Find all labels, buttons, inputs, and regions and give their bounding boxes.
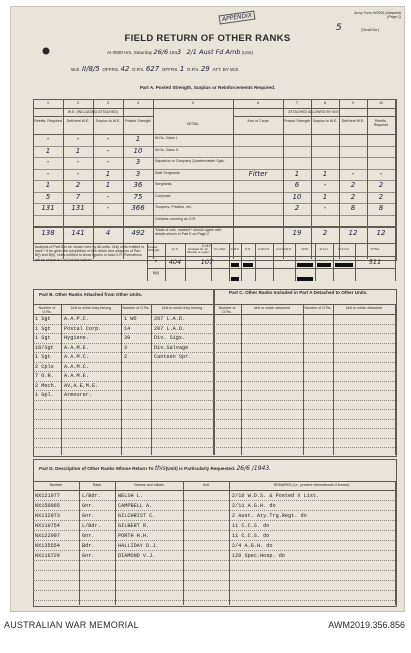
d-row-line [33, 550, 395, 551]
analysis-row-label: B(ii) [152, 271, 160, 275]
part-b-unit2: Div.Salvage [154, 344, 189, 351]
cell-c2: 1 [75, 146, 81, 155]
right-col-header: Arm or Corps [247, 119, 269, 123]
part-d-header: Rank [92, 483, 102, 487]
total-c8: 2 [322, 229, 328, 237]
redacted-cell [317, 263, 331, 267]
part-d-rank: Gnr. [82, 553, 95, 559]
we-line [71, 67, 240, 72]
cell-c4: 10 [133, 146, 143, 155]
bc-row-line [33, 428, 395, 429]
redacted-cell [335, 263, 353, 267]
bc-col-rule [333, 304, 334, 455]
cell-c9: 8 [350, 204, 356, 212]
analysis-row-label: A [154, 259, 158, 263]
bc-col-rule [33, 304, 34, 455]
date-day: 26/6 [153, 48, 169, 56]
att-label: ATT. BY W.E. [212, 67, 240, 72]
d-row-line [33, 540, 395, 541]
unit-label: (Unit) [241, 50, 253, 55]
part-b-count2: 2 [124, 354, 128, 360]
cell-c8: - [323, 204, 327, 212]
left-col-header: Deficient W.E. [66, 119, 90, 123]
total-c7: 19 [292, 229, 302, 237]
part-d-number: NX122007 [35, 533, 60, 539]
analysis-col-header: A.M.F. [230, 247, 240, 251]
cell-c3: - [106, 158, 110, 166]
part-d-number: NX132973 [35, 513, 60, 519]
document-sheet [10, 6, 405, 612]
cell-c7: 10 [292, 192, 302, 201]
page-title: FIELD RETURN OF OTHER RANKS [124, 33, 291, 44]
cell-c8: 1 [322, 169, 328, 178]
part-c-header: Number of O.Rs. [304, 306, 332, 310]
part-d-number: NX116729 [35, 553, 60, 559]
part-d-title-b: this [154, 465, 166, 472]
part-c-header: Number of O.Rs. [218, 306, 236, 315]
bc-row-line [33, 409, 395, 410]
part-b-count: 2 Mech. [35, 382, 57, 389]
col-number: 9 [352, 101, 354, 105]
part-d-date: 26/6 /194 [236, 465, 266, 472]
cmf-group: C.M.F. [201, 244, 213, 248]
analysis-grid [33, 243, 397, 283]
part-d-title-c: (Unit) is Particularly Requested. [165, 466, 236, 471]
d-row-line [33, 500, 395, 501]
row-detail: Staff Sergeants [155, 170, 180, 175]
part-b-unit: Postal Corp. [64, 325, 102, 332]
part-d-remarks: 120 Spec.Hosp. do [232, 553, 285, 559]
analysis-total: 511 [368, 258, 382, 266]
cell-c1: - [46, 169, 50, 178]
part-b-count: 1 Sgt [35, 335, 51, 341]
part-b-header: Unit to which they belong [70, 306, 112, 310]
part-b-unit: Hygiene. [64, 335, 89, 341]
d-row-line [33, 600, 395, 601]
cell-c3: - [106, 192, 110, 201]
bc-row-line [33, 438, 395, 439]
cell-c8: - [323, 181, 327, 189]
part-b-count: 2 Cpls [35, 363, 54, 370]
bc-row-line [33, 333, 395, 334]
total-c3: 4 [105, 229, 111, 237]
part-b-unit2: Div. Sigs. [154, 335, 186, 341]
part-d-year: 3. [265, 465, 272, 472]
part-b-unit: AV,A.E,M.E. [64, 382, 99, 389]
cell-c4: 3 [135, 169, 141, 178]
total-c2: 141 [71, 229, 85, 237]
ors-label: O.R's. [131, 67, 145, 72]
at-label: At 0600 Hrs. Saturday [107, 50, 153, 55]
analysis-col-header: R.A.A.F. [338, 247, 350, 251]
year-suffix: 3 [177, 48, 182, 56]
row-detail: Corporals [155, 193, 171, 198]
footer-right: AWM2019.356.856 [328, 620, 405, 630]
cell-c4: 366 [131, 204, 145, 212]
d-row-line [33, 560, 395, 561]
left-col-header: Surplus to W.E. [95, 119, 121, 123]
analysis-col-header: CIVIL [301, 247, 309, 251]
part-d-name: HALLIDAY D.J. [118, 543, 159, 549]
part-b-count2: 1 WO [124, 316, 137, 322]
analysis-row-rule [147, 268, 395, 269]
analysis-col-header: TOTAL [370, 247, 380, 251]
part-c-header: Unit to which detached [253, 306, 291, 310]
cell-c1: 1 [45, 146, 51, 155]
right-col-header: Surplus to W.E. [312, 119, 338, 123]
footer-left: AUSTRALIAN WAR MEMORIAL [4, 620, 139, 630]
part-b-unit: A.A.M.E. [64, 344, 89, 351]
d-row-line [33, 580, 395, 581]
part-a-grid [33, 99, 397, 261]
right-group-label: ATTACHED ALLOWED BY W.E. [288, 110, 340, 114]
part-b-unit2: Canteen Spr. [154, 354, 192, 360]
part-d-name: DIAMOND V.J. [118, 553, 156, 559]
col-rule [395, 99, 396, 259]
form-ref-line2: (Page 1) [387, 15, 401, 20]
part-d-rank: Gnr. [82, 503, 95, 509]
bc-col-rule [241, 304, 242, 455]
analysis-col-header: Fit, Misc [214, 247, 226, 251]
bc-col-rule [395, 304, 396, 455]
cell-c1: 131 [41, 204, 55, 212]
form-ref [311, 11, 401, 19]
cell-c4: 36 [133, 181, 143, 189]
part-b-unit: A.A.M.C. [64, 354, 89, 360]
analysis-col-rule [395, 243, 396, 281]
bc-row-line [33, 352, 395, 353]
d-row-line [33, 570, 395, 571]
bc-row-line [33, 371, 395, 372]
cell-c4: 1 [135, 135, 141, 143]
part-bc-grid [33, 289, 397, 457]
cell-c2: 7 [75, 192, 81, 201]
part-d-remarks: 2/4 A.G.H. do [232, 543, 273, 549]
bc-row-line [33, 324, 395, 325]
part-d-title-a: Part D. Description of Other Ranks Whose Return To [39, 466, 154, 471]
part-d-remarks: 2/16 W.D.S. & Posted X List. [232, 493, 320, 499]
part-d-name: CAMPBELL A. [118, 503, 153, 509]
d-row-line [33, 520, 395, 521]
right-col-header: Reinfts. Required [373, 119, 389, 128]
serial-number: 5 [336, 23, 342, 33]
part-b-count2: 14 [124, 325, 131, 332]
offrs-label: OFFRS. [102, 67, 120, 72]
bc-col-rule [61, 304, 62, 455]
bc-col-rule [151, 304, 152, 455]
part-b-header: Number of O.Rs. [38, 306, 56, 315]
total-c1: 138 [41, 229, 55, 237]
part-b-unit2: 207 L.A.D. [154, 316, 186, 322]
cell-c2: - [76, 169, 80, 178]
offrs2-value: 1 [179, 65, 185, 73]
row-detail: W.Os. Class I. [155, 136, 178, 140]
part-a-title: Part A. Posted Strength, Surplus or Reinforcements Required. [139, 85, 276, 90]
analysis-col-header: S.S. [245, 247, 251, 251]
part-b-unit: A.A.M.E. [64, 373, 89, 379]
cell-c2: 131 [71, 204, 85, 212]
analysis-cmf: 107 [200, 258, 214, 266]
part-b-title: Part B. Other Ranks Attached from Other Units. [39, 292, 143, 297]
cell-c2: - [76, 158, 80, 166]
we-label: W.E. [71, 67, 81, 72]
part-d-header: Names and Initials [134, 483, 164, 487]
bc-row-line [33, 400, 395, 401]
part-d-grid [33, 473, 397, 607]
row-detail: Civilians counting as O.R. [155, 216, 197, 221]
cell-c2: 2 [75, 181, 81, 189]
cell-c4: 3 [135, 158, 141, 166]
part-d-remarks: 2/11 A.G.H. do [232, 503, 276, 509]
cell-c7: 6 [294, 181, 300, 189]
bc-row-line [33, 390, 395, 391]
at-line [107, 50, 253, 55]
part-a-note: Analysis of Part A to be shown here by All units. Only units entitled to have * if be given for completion of this return and adaption of Part B(i) and B(ii). Units entitled to show figures in total O.R. Formations will be shown in Col 9 at the bottom. [35, 245, 145, 262]
cell-c9: 2 [350, 192, 356, 201]
analysis-row-rule [147, 256, 395, 257]
part-d-name: WELSH L. [118, 493, 143, 499]
redacted-cell [243, 263, 253, 267]
col-number: 2 [77, 101, 79, 105]
cell-arm: Fitter [248, 169, 268, 178]
part-d-number: NX121977 [35, 493, 60, 499]
part-d-rank: L/Bdr. [82, 523, 101, 529]
part-c-title: Part C. Other Ranks Included in Part A Detached to Other Units. [229, 290, 368, 295]
part-d-remarks: 11 C.C.S. do [232, 533, 270, 539]
cell-c3: 1 [105, 181, 111, 189]
col-number: 3 [107, 101, 109, 105]
row-detail: W.Os. Class II. [155, 147, 179, 152]
appendix-stamp: APPENDIX [219, 11, 256, 25]
col-number: 6 [257, 101, 259, 105]
col-number: 7 [296, 101, 298, 105]
part-b-unit2: 207 L.A.D. [154, 325, 186, 332]
col-number: 8 [324, 101, 326, 105]
part-d-rank: Bdr. [82, 543, 95, 549]
part-b-unit: A.A.M.C. [64, 363, 89, 370]
part-b-header: Number of O.Rs. [122, 306, 150, 310]
row-detail: Squadron or Company Quartermaster Sgts. [155, 159, 225, 163]
part-b-count: 7 O.R. [35, 373, 54, 379]
col-number: 5 [192, 101, 194, 105]
part-d-rank: L/Bdr. [82, 493, 101, 499]
cell-c2: - [76, 135, 80, 143]
part-b-count2: 39 [124, 335, 131, 341]
cell-c9: - [351, 169, 355, 178]
form-ref-line1: Army Form W3009 (Adapted) [354, 11, 401, 15]
row-rule [33, 108, 395, 109]
col-number: 4 [137, 101, 139, 105]
part-d-name: GILCHRIST C. [118, 513, 156, 519]
part-d-name: GILBERT R. [118, 523, 150, 529]
d-row-line [33, 590, 395, 591]
bc-row-line [33, 381, 395, 382]
cell-c1: - [46, 135, 50, 143]
cell-c1: - [46, 158, 50, 166]
left-col-header: Reinfts. Required [34, 119, 62, 123]
bc-row-line [33, 362, 395, 363]
footer-bar [0, 612, 411, 653]
ors2-label: O.R's. [186, 67, 200, 72]
left-group-label: W.E. (INCLUDING ATTACHED) [67, 110, 119, 114]
col-number: 1 [47, 101, 49, 105]
part-b-count: 1 Sgt [35, 325, 51, 332]
row-rule [33, 116, 153, 117]
left-col-header: Posted Strength [125, 119, 151, 123]
part-d-number: NX110754 [35, 523, 60, 529]
detail-header: DETAIL [186, 122, 200, 126]
ors-value: 627 [145, 65, 160, 73]
cell-c4: 75 [133, 192, 143, 201]
cell-c10: 2 [378, 181, 384, 189]
cell-c7: 2 [294, 204, 300, 212]
analysis-col-header: Enlisted for 12 Months or under [187, 247, 209, 255]
col-number: 10 [379, 101, 383, 105]
cell-c10: 2 [378, 192, 384, 201]
part-c-header: Unit to which detached [345, 306, 383, 310]
bc-row-line [33, 343, 395, 344]
analysis-col-header: A.A.M.W.S. [276, 247, 292, 251]
part-b-count: 1 Sgt [35, 316, 51, 322]
analysis-col-header: A.I.F. [171, 247, 179, 251]
punch-hole-icon [41, 43, 51, 53]
row-rule [33, 215, 395, 216]
part-d-rank: Gnr. [82, 533, 95, 539]
part-d-number: NX150965 [35, 503, 60, 509]
part-b-count: 1 Gpl. [35, 392, 54, 398]
analysis-col-header: R.A.N. [319, 247, 329, 251]
offrs2-label: OFFRS. [161, 67, 179, 72]
cell-c8: 1 [322, 192, 328, 201]
analysis-row-label: Posted Strength [148, 245, 160, 253]
part-b-unit: Armourer. [64, 392, 93, 398]
we-value: II/8/5 [81, 65, 100, 73]
part-d-name: PORTH H.H. [118, 533, 150, 539]
part-b-unit: A.A.P.C. [64, 316, 89, 322]
redacted-cell [297, 277, 313, 281]
part-d-number: NX135554 [35, 543, 60, 549]
total-c10: 12 [376, 229, 386, 237]
bc-row-line [33, 447, 395, 448]
year-prefix: 194 [169, 50, 178, 55]
part-d-title [39, 466, 271, 471]
unit-name: 2/1 Aust Fd Amb [186, 48, 241, 56]
part-d-header: Unit [202, 483, 210, 487]
d-row-line [33, 510, 395, 511]
part-d-remarks: 2 Aust. Aty.Trg.Regt. do [232, 513, 307, 519]
cell-c10: 8 [378, 204, 384, 212]
part-d-header: Number [49, 483, 63, 487]
ors2-value: 29 [200, 65, 210, 73]
cell-c3: - [106, 146, 110, 155]
bc-col-rule [121, 304, 122, 455]
total-c9: 12 [348, 229, 358, 237]
part-b-count: 1 Sgt [35, 354, 51, 360]
cell-c3: 1 [105, 169, 111, 178]
analysis-aif: 404 [168, 258, 182, 266]
d-row-line [33, 530, 395, 531]
right-col-header: Deficient W.E. [341, 119, 365, 123]
bc-row-line [33, 419, 395, 420]
part-d-rank: Gnr. [82, 513, 95, 519]
totals-detail: Totals of cols. marked * should agree with details shown in Part E on Page 2 [155, 228, 222, 237]
part-b-count2: 3 [124, 344, 128, 351]
d-head-rule [33, 481, 395, 482]
total-c4: 492 [131, 229, 145, 237]
cell-c1: 1 [45, 181, 51, 189]
redacted-cell [297, 263, 313, 267]
redacted-cell [231, 277, 239, 281]
cell-c9: 2 [350, 181, 356, 189]
part-d-remarks: 11 C.C.S. do [232, 523, 270, 529]
part-b-header: Unit to which they belong [161, 306, 203, 310]
part-b-count: 18/Sgt [35, 344, 54, 351]
bc-col-rule [303, 304, 304, 455]
d-body-rule [33, 490, 395, 491]
offrs-value: 42 [120, 65, 130, 73]
cell-c1: 5 [45, 192, 51, 201]
cell-c3: - [106, 135, 110, 143]
d-col-rule [395, 481, 396, 605]
serial-label: (Serial No.) [361, 28, 380, 32]
cell-c10: - [379, 169, 383, 178]
row-rule [233, 116, 395, 117]
cell-c7: 1 [294, 169, 300, 178]
row-detail: Sergeants [155, 182, 172, 186]
cell-c3: - [106, 204, 110, 212]
part-d-header: REMARKS (i.e., present whereabouts if known). [273, 483, 351, 487]
row-detail: Troopers, Privates, etc. [155, 205, 193, 209]
redacted-cell [231, 263, 239, 267]
analysis-col-header: A.W.A.S. [257, 247, 270, 251]
right-col-header: Posted Strength [284, 119, 310, 123]
